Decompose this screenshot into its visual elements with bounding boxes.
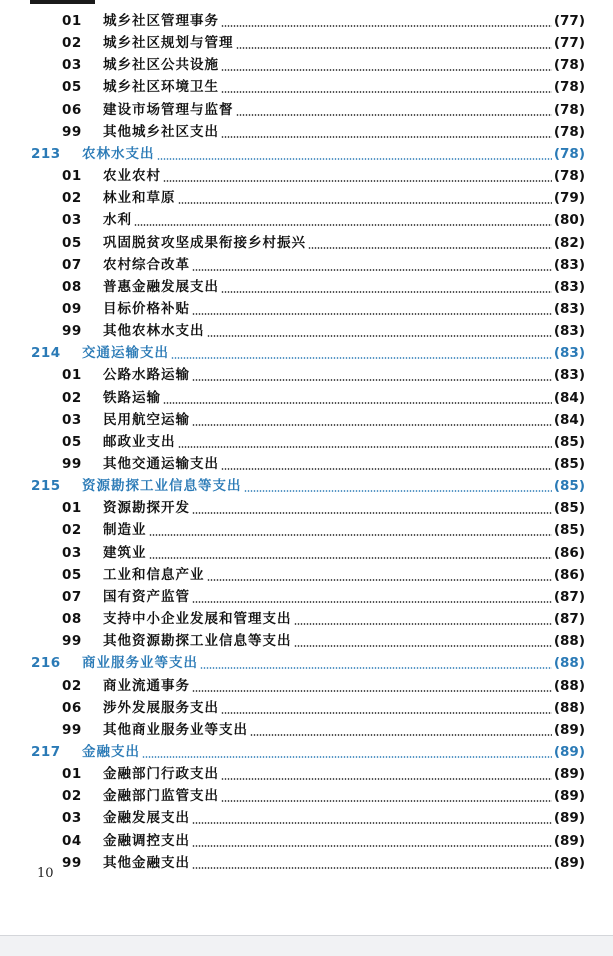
toc-code: 03 [62, 212, 82, 229]
toc-code: 03 [62, 544, 82, 561]
toc-title: 其他金融支出 [103, 854, 190, 871]
toc-code: 01 [62, 766, 82, 783]
page-number: 10 [37, 866, 54, 881]
toc-code: 08 [62, 611, 82, 628]
toc-title: 资源勘探开发 [103, 500, 190, 517]
toc-page-ref: (80) [553, 212, 585, 229]
toc-entry-row[interactable] [0, 76, 613, 98]
toc-entry-row[interactable] [0, 276, 613, 298]
toc-page-ref: (83) [553, 367, 585, 384]
toc-code: 99 [62, 854, 82, 871]
toc-entry-row[interactable] [0, 431, 613, 453]
toc-entry-row[interactable] [0, 99, 613, 121]
toc-page-ref: (89) [553, 810, 585, 827]
toc-code: 01 [62, 13, 82, 29]
toc-entry-row[interactable] [0, 54, 613, 76]
toc-entry-row[interactable] [0, 10, 613, 32]
toc-title: 普惠金融发展支出 [103, 278, 219, 295]
toc-leader-dots [149, 534, 552, 536]
toc-entry-row[interactable] [0, 830, 613, 852]
toc-code: 216 [31, 655, 61, 672]
toc-page-ref: (88) [553, 633, 585, 650]
toc-entry-row[interactable] [0, 32, 613, 54]
toc-leader-dots [207, 335, 552, 337]
toc-leader-dots [221, 712, 552, 714]
toc-page-ref: (83) [553, 256, 585, 273]
toc-page-ref: (85) [553, 522, 585, 539]
toc-code: 02 [62, 788, 82, 805]
toc-title: 其他城乡社区支出 [103, 123, 219, 140]
toc-code: 06 [62, 699, 82, 716]
toc-code: 03 [62, 411, 82, 428]
toc-code: 01 [62, 500, 82, 517]
toc-leader-dots [236, 47, 552, 49]
toc-title: 商业流通事务 [103, 677, 190, 694]
toc-title: 国有资产监管 [103, 588, 190, 605]
toc-leader-dots [192, 845, 552, 847]
toc-entry-row[interactable] [0, 453, 613, 475]
toc-code: 08 [62, 278, 82, 295]
toc-code: 05 [62, 234, 82, 251]
toc-leader-dots [163, 180, 552, 182]
toc-title: 农村综合改革 [103, 256, 190, 273]
toc-title: 邮政业支出 [103, 433, 176, 450]
toc-title: 建筑业 [103, 544, 147, 561]
toc-page-ref: (78) [553, 101, 585, 118]
toc-title: 金融支出 [82, 743, 140, 760]
toc-entry-row[interactable] [0, 364, 613, 386]
toc-page-ref: (82) [553, 234, 585, 251]
toc-leader-dots [221, 25, 552, 27]
toc-leader-dots [250, 734, 552, 736]
toc-title: 金融部门监管支出 [103, 788, 219, 805]
toc-leader-dots [221, 69, 552, 71]
toc-code: 02 [62, 677, 82, 694]
toc-entry-row[interactable] [0, 519, 613, 541]
toc-entry-row[interactable] [0, 187, 613, 209]
toc-page-ref: (89) [553, 766, 585, 783]
toc-page-ref: (83) [553, 300, 585, 317]
toc-title: 水利 [103, 212, 132, 229]
toc-leader-dots [221, 778, 552, 780]
toc-code: 215 [31, 478, 61, 495]
toc-code: 02 [62, 190, 82, 207]
toc-page-ref: (78) [553, 145, 585, 162]
toc-title: 城乡社区公共设施 [103, 57, 219, 74]
toc-leader-dots [244, 490, 552, 492]
toc-title: 商业服务业等支出 [82, 655, 198, 672]
toc-code: 213 [31, 145, 61, 162]
toc-page-ref: (88) [553, 699, 585, 716]
toc-code: 02 [62, 35, 82, 52]
toc-title: 金融调控支出 [103, 832, 190, 849]
toc-entry-row[interactable] [0, 719, 613, 741]
toc-page-ref: (88) [553, 655, 585, 672]
toc-page-ref: (85) [553, 500, 585, 517]
toc-leader-dots [178, 202, 552, 204]
toc-title: 其他农林水支出 [103, 323, 205, 340]
toc-code: 06 [62, 101, 82, 118]
toc-page-ref: (89) [553, 743, 585, 760]
top-decoration-bar [30, 0, 95, 4]
toc-page-ref: (86) [553, 544, 585, 561]
toc-code: 214 [31, 345, 61, 362]
toc-title: 金融发展支出 [103, 810, 190, 827]
toc-leader-dots [221, 291, 552, 293]
toc-leader-dots [192, 690, 552, 692]
toc-page-ref: (85) [553, 478, 585, 495]
toc-entry-row[interactable] [0, 697, 613, 719]
toc-title: 农业农村 [103, 168, 161, 185]
toc-code: 99 [62, 456, 82, 472]
toc-entry-row[interactable] [0, 586, 613, 608]
toc-title: 城乡社区环境卫生 [103, 79, 219, 96]
toc-entry-row[interactable] [0, 630, 613, 652]
toc-leader-dots [192, 379, 552, 381]
toc-category-row[interactable] [0, 342, 613, 364]
toc-leader-dots [207, 579, 552, 581]
toc-leader-dots [149, 557, 552, 559]
toc-code: 09 [62, 300, 82, 317]
toc-page-ref: (78) [553, 168, 585, 185]
toc-page-ref: (86) [553, 566, 585, 583]
toc-entry-row[interactable] [0, 254, 613, 276]
toc-page-ref: (89) [553, 832, 585, 849]
toc-title: 金融部门行政支出 [103, 766, 219, 783]
toc-page-ref: (89) [553, 854, 585, 871]
toc-title: 城乡社区规划与管理 [103, 35, 234, 52]
toc-leader-dots [192, 313, 552, 315]
toc-category-row[interactable] [0, 741, 613, 763]
toc-leader-dots [178, 446, 552, 448]
toc-leader-dots [192, 601, 552, 603]
toc-page-ref: (89) [553, 721, 585, 738]
toc-leader-dots [134, 224, 552, 226]
toc-page-ref: (88) [553, 677, 585, 694]
toc-code: 05 [62, 566, 82, 583]
toc-leader-dots [221, 468, 552, 470]
toc-page-ref: (78) [553, 57, 585, 74]
toc-leader-dots [221, 136, 552, 138]
toc-leader-dots [294, 623, 552, 625]
toc-entry-row[interactable] [0, 542, 613, 564]
toc-title: 工业和信息产业 [103, 566, 205, 583]
toc-leader-dots [192, 867, 552, 869]
toc-entry-row[interactable] [0, 807, 613, 829]
toc-entry-row[interactable] [0, 785, 613, 807]
toc-code: 02 [62, 522, 82, 539]
toc-page-ref: (78) [553, 123, 585, 140]
toc-title: 民用航空运输 [103, 411, 190, 428]
toc-page-ref: (85) [553, 433, 585, 450]
toc-leader-dots [308, 247, 552, 249]
toc-entry-row[interactable] [0, 608, 613, 630]
toc-entry-row[interactable] [0, 165, 613, 187]
toc-leader-dots [294, 645, 552, 647]
toc-title: 巩固脱贫攻坚成果衔接乡村振兴 [103, 234, 306, 251]
toc-leader-dots [171, 357, 552, 359]
toc-code: 04 [62, 832, 82, 849]
toc-leader-dots [236, 114, 552, 116]
toc-page-ref: (89) [553, 788, 585, 805]
toc-code: 05 [62, 79, 82, 96]
toc-entry-row[interactable] [0, 298, 613, 320]
toc-code: 02 [62, 389, 82, 406]
toc-entry-row[interactable] [0, 675, 613, 697]
toc-leader-dots [192, 822, 552, 824]
toc-entry-row[interactable] [0, 121, 613, 143]
viewer-bottom-bar [0, 935, 613, 956]
toc-page-ref: (83) [553, 278, 585, 295]
toc-code: 01 [62, 367, 82, 384]
toc-page-ref: (85) [553, 456, 585, 472]
toc-title: 其他交通运输支出 [103, 456, 219, 472]
toc-entry-row[interactable] [0, 209, 613, 231]
toc-title: 目标价格补贴 [103, 300, 190, 317]
toc-page-ref: (79) [553, 190, 585, 207]
toc-category-row[interactable] [0, 143, 613, 165]
toc-entry-row[interactable] [0, 564, 613, 586]
toc-title: 其他商业服务业等支出 [103, 721, 248, 738]
toc-page-ref: (87) [553, 588, 585, 605]
toc-title: 公路水路运输 [103, 367, 190, 384]
toc-title: 其他资源勘探工业信息等支出 [103, 633, 292, 650]
toc-title: 城乡社区管理事务 [103, 13, 219, 29]
toc-title: 支持中小企业发展和管理支出 [103, 611, 292, 628]
toc-leader-dots [192, 424, 552, 426]
toc-code: 03 [62, 57, 82, 74]
toc-category-row[interactable] [0, 652, 613, 674]
toc-entry-row[interactable] [0, 387, 613, 409]
toc-page-ref: (78) [553, 79, 585, 96]
toc-leader-dots [221, 800, 552, 802]
toc-title: 涉外发展服务支出 [103, 699, 219, 716]
toc-entry-row[interactable] [0, 320, 613, 342]
toc-title: 林业和草原 [103, 190, 176, 207]
toc-code: 05 [62, 433, 82, 450]
toc-leader-dots [221, 91, 552, 93]
toc-page-ref: (84) [553, 411, 585, 428]
toc-code: 01 [62, 168, 82, 185]
toc-leader-dots [192, 512, 552, 514]
toc-title: 建设市场管理与监督 [103, 101, 234, 118]
toc-page-ref: (77) [553, 35, 585, 52]
toc-leader-dots [192, 269, 552, 271]
toc-code: 07 [62, 256, 82, 273]
toc-title: 制造业 [103, 522, 147, 539]
toc-code: 99 [62, 633, 82, 650]
toc-entry-row[interactable] [0, 497, 613, 519]
toc-title: 铁路运输 [103, 389, 161, 406]
toc-code: 07 [62, 588, 82, 605]
toc-page-ref: (83) [553, 323, 585, 340]
toc-entry-row[interactable] [0, 409, 613, 431]
toc-title: 交通运输支出 [82, 345, 169, 362]
toc-code: 99 [62, 123, 82, 140]
toc-category-row[interactable] [0, 475, 613, 497]
toc-entry-row[interactable] [0, 763, 613, 785]
toc-title: 农林水支出 [82, 145, 155, 162]
toc-page-ref: (83) [553, 345, 585, 362]
toc-code: 99 [62, 721, 82, 738]
toc-code: 217 [31, 743, 61, 760]
toc-leader-dots [163, 402, 552, 404]
toc-leader-dots [157, 158, 552, 160]
toc-leader-dots [200, 667, 552, 669]
toc-leader-dots [142, 756, 552, 758]
toc-page-ref: (77) [553, 13, 585, 29]
toc-entry-row[interactable] [0, 852, 613, 874]
toc-code: 99 [62, 323, 82, 340]
toc-page-ref: (84) [553, 389, 585, 406]
toc-entry-row[interactable] [0, 232, 613, 254]
toc-page-ref: (87) [553, 611, 585, 628]
toc-title: 资源勘探工业信息等支出 [82, 478, 242, 495]
toc-code: 03 [62, 810, 82, 827]
